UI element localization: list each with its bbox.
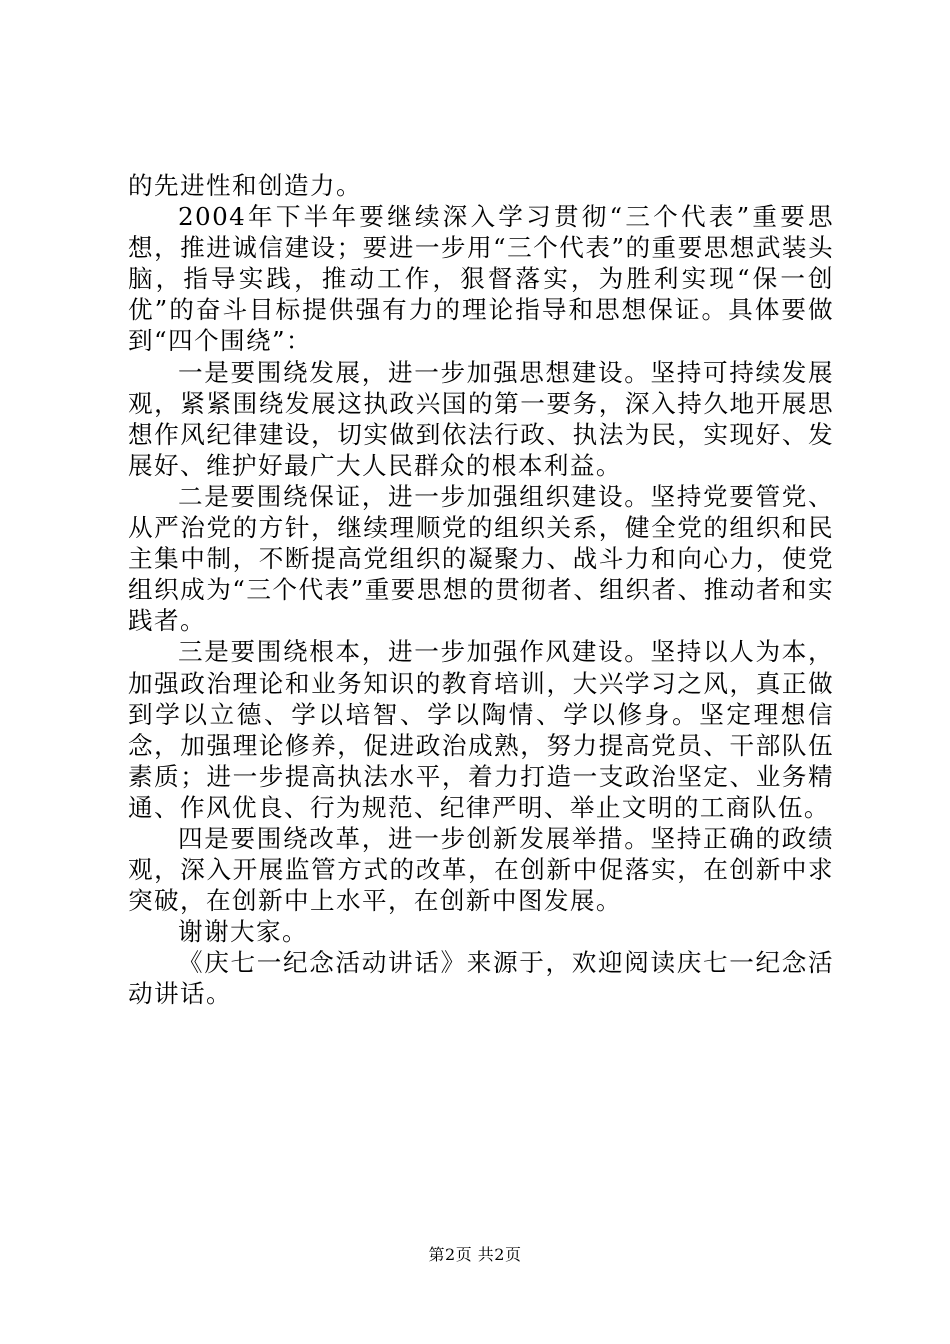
- paragraph-point-two: 二是要围绕保证，进一步加强组织建设。坚持党要管党、从严治党的方针，继续理顺党的组织关系，健全党的组织和民主集中制，不断提高党组织的凝聚力、战斗力和向心力，使党组织成为“三个代表”重要思想的贯彻者、组织者、推动者和实践者。: [128, 481, 834, 636]
- paragraph-intro: 2004年下半年要继续深入学习贯彻“三个代表”重要思想，推进诚信建设；要进一步用“三个代表”的重要思想武装头脑，指导实践，推动工作，狠督落实，为胜利实现“保一创优”的奋斗目标提供强有力的理论指导和思想保证。具体要做到“四个围绕”：: [128, 202, 834, 356]
- page-number-footer: 第2页 共2页: [428, 1245, 522, 1264]
- paragraph-point-four: 四是要围绕改革，进一步创新发展举措。坚持正确的政绩观，深入开展监管方式的改革，在创新中促落实，在创新中求突破，在创新中上水平，在创新中图发展。: [128, 823, 834, 916]
- paragraph-thanks: 谢谢大家。: [178, 917, 308, 947]
- paragraph-continuation: 的先进性和创造力。: [128, 171, 362, 200]
- paragraph-point-one: 一是要围绕发展，进一步加强思想建设。坚持可持续发展观，紧紧围绕发展这执政兴国的第一要务，深入持久地开展思想作风纪律建设，切实做到依法行政、执法为民，实现好、发展好、维护好最广大人民群众的根本利益。: [128, 357, 834, 480]
- document-body: [128, 170, 834, 1010]
- paragraph-point-three: 三是要围绕根本，进一步加强作风建设。坚持以人为本，加强政治理论和业务知识的教育培训，大兴学习之风，真正做到学以立德、学以培智、学以陶情、学以修身。坚定理想信念，加强理论修养，促进政治成熟，努力提高党员、干部队伍素质；进一步提高执法水平，着力打造一支政治坚定、业务精通、作风优良、行为规范、纪律严明、举止文明的工商队伍。: [128, 637, 834, 822]
- paragraph-source-note: 《庆七一纪念活动讲话》来源于，欢迎阅读庆七一纪念活动讲话。: [128, 948, 834, 1009]
